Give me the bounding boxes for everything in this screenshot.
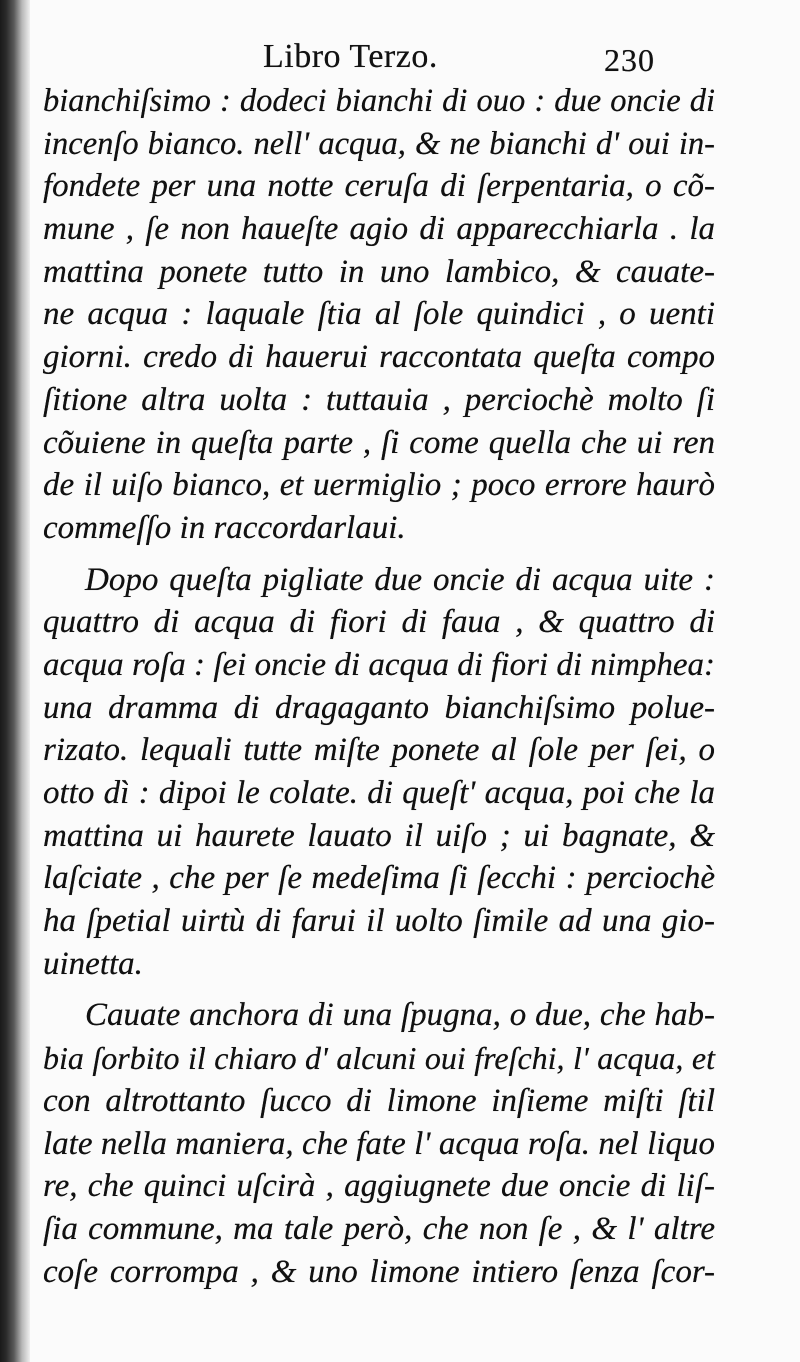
text-line: fondete per una notte ceruſa di ſerpentaria, o cõ- xyxy=(43,168,715,205)
text-line: giorni. credo di hauerui raccontata queſta compo xyxy=(43,339,715,376)
text-line: bianchiſsimo : dodeci bianchi di ouo : due oncie di xyxy=(43,83,715,119)
text-line: re, che quinci uſcirà , aggiugnete due oncie di liſ- xyxy=(43,1168,715,1205)
text-line: mattina ponete tutto in uno lambico, & cauate- xyxy=(43,253,715,290)
text-line: mune , ſe non haueſte agio di apparecchiarla . la xyxy=(43,211,715,248)
text-line: mattina ui haurete lauato il uiſo ; ui bagnate, & xyxy=(43,817,715,854)
text-line: ha ſpetial uirtù di farui il uolto ſimile ad una gio- xyxy=(43,903,715,940)
text-line: uinetta. xyxy=(43,945,143,982)
text-line: ne acqua : laquale ſtia al ſole quindici , o uenti xyxy=(43,296,715,333)
text-line: bia ſorbito il chiaro d' alcuni oui freſchi, l' acqua, et xyxy=(43,1040,715,1077)
paragraph-gap xyxy=(43,985,715,994)
text-line: acqua roſa : ſei oncie di acqua di fiori di nimphea: xyxy=(43,646,715,683)
paragraph xyxy=(43,80,715,550)
text-line: rizato. lequali tutte miſte ponete al ſole per ſei, o xyxy=(43,732,715,769)
text-line: coſe corrompa , & uno limone intiero ſenza ſcor- xyxy=(43,1253,715,1290)
page-number: 230 xyxy=(604,42,655,78)
text-line: late nella maniera, che fate l' acqua roſa. nel liquo xyxy=(43,1125,715,1162)
text-line: commeſſo in raccordarlaui. xyxy=(43,509,406,546)
body-text xyxy=(43,80,715,1293)
text-line: ſia commune, ma tale però, che non ſe , & l' altre xyxy=(43,1210,715,1247)
text-line: ſitione altra uolta : tuttauia , perciochè molto ſi xyxy=(43,381,715,418)
text-line: quattro di acqua di fiori di faua , & quattro di xyxy=(43,604,715,641)
text-line: otto dì : dipoi le colate. di queſt' acqua, poi che la xyxy=(43,775,715,811)
text-line: con altrottanto ſucco di limone inſieme miſti ſtil xyxy=(43,1082,715,1119)
paragraph xyxy=(43,559,715,986)
text-line: de il uiſo bianco, et uermiglio ; poco errore haurò xyxy=(43,467,715,504)
paragraph xyxy=(43,994,715,1293)
text-line: Dopo queſta pigliate due oncie di acqua uite : xyxy=(85,561,715,598)
binding-gutter xyxy=(0,0,30,1362)
paragraph-gap xyxy=(43,550,715,559)
text-line: cõuiene in queſta parte , ſi come quella che ui ren xyxy=(43,424,715,461)
page-header xyxy=(0,30,800,78)
text-line: una dramma di dragaganto bianchiſsimo polue- xyxy=(43,689,715,726)
text-line: incenſo bianco. nell' acqua, & ne bianchi d' oui in- xyxy=(43,125,715,162)
text-line: laſciate , che per ſe medeſima ſi ſecchi : perciochè xyxy=(43,860,715,897)
text-line: Cauate anchora di una ſpugna, o due, che hab- xyxy=(85,997,715,1034)
running-title: Libro Terzo. xyxy=(263,38,438,75)
